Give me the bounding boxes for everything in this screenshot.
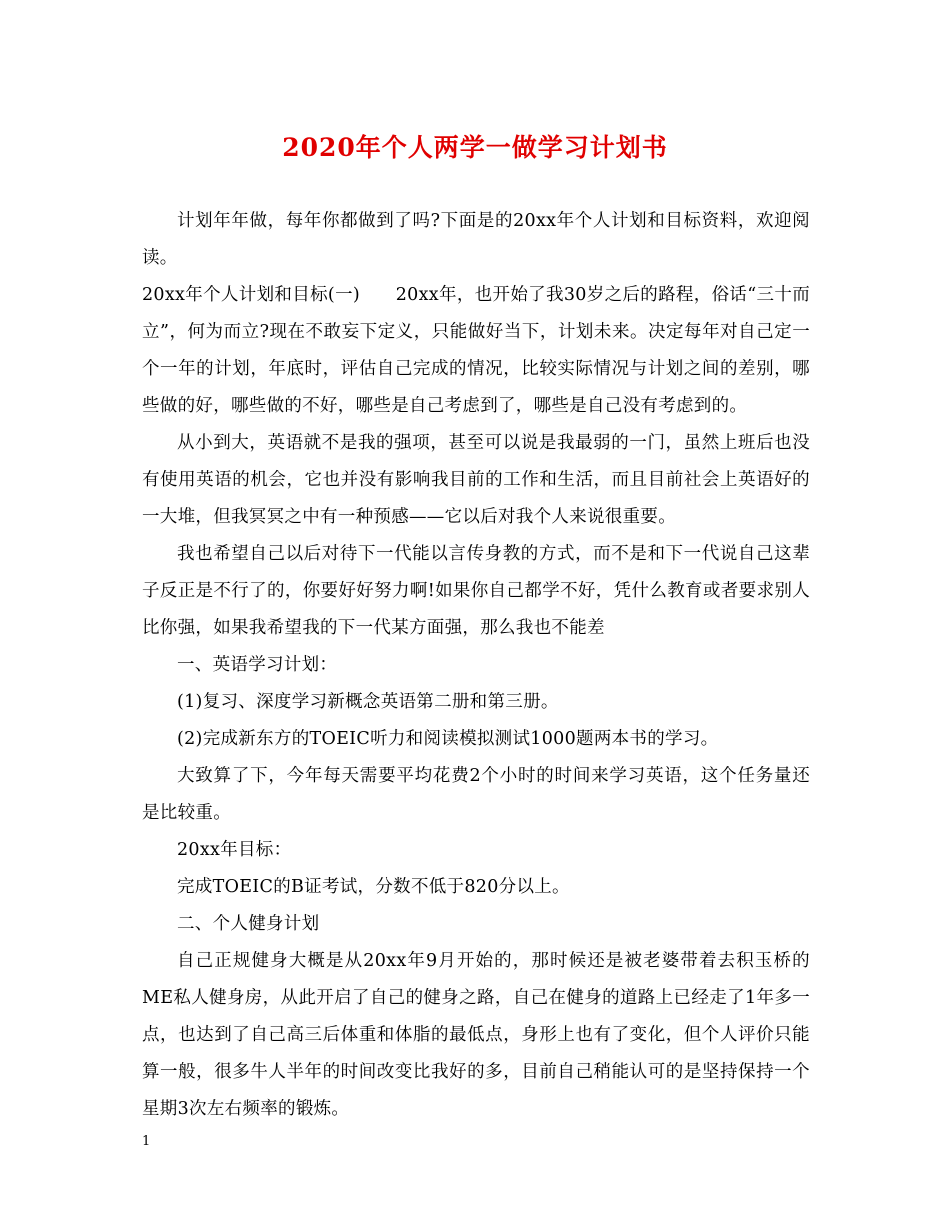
paragraph-goal-heading: 20xx年目标： xyxy=(177,840,292,860)
list-item-english-1: (1)复习、深度学习新概念英语第二册和第三册。 xyxy=(177,692,559,712)
list-item-english-2: (2)完成新东方的TOEIC听力和阅读模拟测试1000题两本书的学习。 xyxy=(177,729,719,749)
section-heading-fitness-plan: 二、个人健身计划 xyxy=(177,914,320,934)
paragraph-plan-heading: 20xx年个人计划和目标(一) 20xx年，也开始了我30岁之后的路程，俗话“三十而立”，何为而立?现在不敢妄下定义，只能做好当下，计划未来。决定每年对自己定一个一年的计划，年底时，评估自己完成的情况，比较实际情况与计划之间的差别，哪些做的好，哪些做的不好，哪些是自己考虑到了，哪些是自己没有考虑到的。 xyxy=(142,285,810,416)
paragraph-intro: 计划年年做，每年你都做到了吗?下面是的20xx年个人计划和目标资料，欢迎阅读。 xyxy=(142,211,810,268)
section-heading-english-plan: 一、英语学习计划： xyxy=(177,655,338,675)
paragraph-next-generation: 我也希望自己以后对待下一代能以言传身教的方式，而不是和下一代说自己这辈子反正是不行了的，你要好好努力啊!如果你自己都学不好，凭什么教育或者要求别人比你强，如果我希望我的下一代某方面强，那么我也不能差 xyxy=(142,544,810,638)
page-number: 1 xyxy=(142,1134,151,1149)
paragraph-time-estimate: 大致算了下，今年每天需要平均花费2个小时的时间来学习英语，这个任务量还是比较重。 xyxy=(142,766,810,823)
page-title: 2020年个人两学一做学习计划书 xyxy=(282,133,668,162)
paragraph-goal: 完成TOEIC的B证考试，分数不低于820分以上。 xyxy=(177,877,570,897)
document-body xyxy=(142,203,810,1128)
paragraph-english-background: 从小到大，英语就不是我的强项，甚至可以说是我最弱的一门，虽然上班后也没有使用英语的机会，它也并没有影响我目前的工作和生活，而且目前社会上英语好的一大堆，但我冥冥之中有一种预感——它以后对我个人来说很重要。 xyxy=(142,433,810,527)
paragraph-fitness: 自己正规健身大概是从20xx年9月开始的，那时候还是被老婆带着去积玉桥的ME私人健身房，从此开启了自己的健身之路，自己在健身的道路上已经走了1年多一点，也达到了自己高三后体重和体脂的最低点，身形上也有了变化，但个人评价只能算一般，很多牛人半年的时间改变比我好的多，目前自己稍能认可的是坚持保持一个星期3次左右频率的锻炼。 xyxy=(142,951,810,1119)
